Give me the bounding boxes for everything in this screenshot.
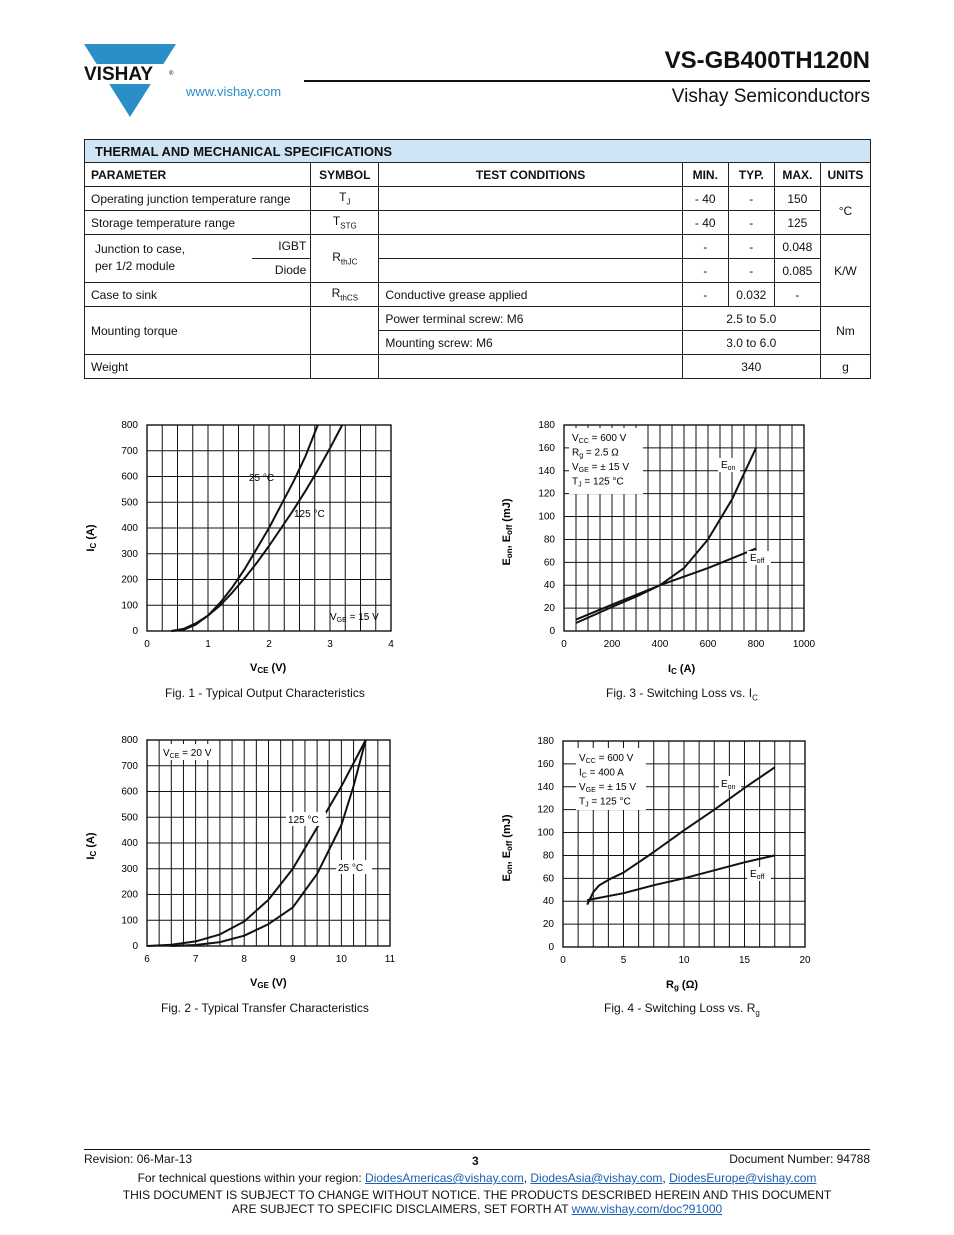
param-cell: Storage temperature range: [85, 211, 311, 235]
units-cell: Nm: [820, 307, 870, 355]
condition-cell: [379, 259, 682, 283]
x-tick-label: 1000: [792, 639, 816, 650]
y-tick-label: 700: [121, 445, 138, 457]
x-tick-label: 0: [144, 639, 150, 650]
email-asia-link[interactable]: DiodesAsia@vishay.com: [530, 1171, 663, 1185]
footer-rule: [84, 1149, 870, 1150]
param-cell: Mounting torque: [85, 307, 311, 355]
table-row: [85, 307, 871, 331]
condition-cell: Conductive grease applied: [379, 283, 682, 307]
company-name: Vishay Semiconductors: [671, 86, 870, 107]
min-cell: - 40: [682, 211, 728, 235]
header-min: MIN.: [682, 163, 728, 187]
y-tick-label: 800: [121, 420, 138, 431]
min-cell: - 40: [682, 187, 728, 211]
x-tick-label: 7: [192, 954, 199, 965]
param-cell-junction: Junction to case, per 1/2 module IGBT Diode: [85, 235, 311, 283]
typ-cell: -: [728, 259, 774, 283]
fig1-chart: [80, 410, 420, 710]
fig1-condition: $V_{GE} = 15$ V: [330, 612, 379, 624]
header-max: MAX.: [774, 163, 820, 187]
y-tick-label: 800: [121, 735, 138, 746]
units-cell: g: [820, 355, 870, 379]
units-cell: K/W: [820, 235, 870, 307]
fig1-x-label: VCE (V): [250, 662, 287, 675]
y-tick-label: 200: [121, 574, 138, 586]
y-tick-label: 0: [132, 941, 138, 952]
typ-cell: 0.032: [728, 283, 774, 307]
min-cell: -: [682, 259, 728, 283]
symbol-cell: [311, 355, 379, 379]
typ-cell: -: [728, 187, 774, 211]
y-tick-label: 0: [132, 626, 138, 637]
fig4-eon-label: $E_{on}$: [721, 779, 736, 791]
condition-cell: Power terminal screw: M6: [379, 307, 682, 331]
fig4-eoff-label: $E_{off}$: [750, 869, 765, 881]
fig3-chart: [494, 410, 834, 710]
website-link[interactable]: www.vishay.com: [186, 84, 282, 99]
disclaimer-line-2: ARE SUBJECT TO SPECIFIC DISCLAIMERS, SET FORTH AT www.vishay.com/doc?91000: [231, 1202, 723, 1216]
x-tick-label: 0: [560, 955, 566, 966]
x-tick-label: 15: [738, 955, 751, 966]
condition-line: $R_g = 2.5$ Ω: [572, 447, 619, 460]
y-tick-label: 120: [537, 804, 554, 816]
y-tick-label: 80: [543, 534, 555, 546]
max-cell: 0.048: [774, 235, 820, 259]
header-rule: [304, 80, 870, 82]
vishay-logo: [84, 44, 176, 125]
fig1-x-ticks: [144, 639, 394, 650]
fig2-condition: $V_{CE} = 20$ V: [163, 748, 212, 760]
x-tick-label: 5: [620, 955, 627, 966]
email-europe-link[interactable]: DiodesEurope@vishay.com: [669, 1171, 817, 1185]
value-cell: 2.5 to 5.0: [682, 307, 820, 331]
x-tick-label: 0: [561, 639, 567, 650]
fig3-eoff-label: $E_{off}$: [750, 553, 765, 565]
param-cell: Case to sink: [85, 283, 311, 307]
max-cell: 150: [774, 187, 820, 211]
fig1-y-ticks: [121, 420, 138, 637]
svg-text:®: ®: [169, 71, 174, 77]
y-tick-label: 180: [538, 420, 555, 431]
x-tick-label: 11: [384, 954, 396, 965]
condition-line: $T_J = 125$ °C: [572, 476, 624, 489]
table-title: THERMAL AND MECHANICAL SPECIFICATIONS: [85, 140, 871, 163]
fig1-y-label: IC (A): [85, 524, 98, 552]
y-tick-label: 300: [121, 863, 138, 875]
y-tick-label: 600: [121, 786, 138, 798]
x-tick-label: 1: [205, 639, 211, 650]
condition-line: $V_{CC} = 600$ V: [572, 433, 627, 445]
email-americas-link[interactable]: DiodesAmericas@vishay.com: [365, 1171, 524, 1185]
table-row: [85, 235, 871, 259]
x-tick-label: 400: [651, 639, 669, 650]
fig4-x-label: Rg (Ω): [666, 979, 699, 992]
y-tick-label: 20: [543, 603, 555, 615]
condition-line: $V_{CC} = 600$ V: [579, 753, 634, 765]
condition-line: $V_{GE}$ = ± 15 V: [572, 462, 630, 474]
y-tick-label: 80: [542, 850, 554, 862]
condition-cell: [379, 355, 682, 379]
condition-line: $V_{GE}$ = ± 15 V: [579, 782, 637, 794]
x-tick-label: 8: [241, 954, 247, 965]
y-tick-label: 200: [121, 889, 138, 901]
fig1-label-125c: 125 °C: [294, 509, 325, 520]
thermal-mechanical-table: [84, 139, 871, 379]
y-tick-label: 60: [542, 873, 554, 885]
value-cell: 3.0 to 6.0: [682, 331, 820, 355]
header-units: UNITS: [820, 163, 870, 187]
x-tick-label: 9: [290, 954, 296, 965]
symbol-cell: $T_{STG}$: [311, 211, 379, 235]
x-tick-label: 200: [603, 639, 621, 650]
max-cell: 0.085: [774, 259, 820, 283]
y-tick-label: 600: [121, 471, 138, 483]
table-header-row: [85, 163, 871, 187]
x-tick-label: 20: [799, 955, 811, 966]
param-cell: Operating junction temperature range: [85, 187, 311, 211]
y-tick-label: 500: [121, 812, 138, 824]
symbol-cell: $R_{thCS}$: [311, 283, 379, 307]
header-parameter: PARAMETER: [85, 163, 311, 187]
min-cell: -: [682, 235, 728, 259]
x-tick-label: 3: [327, 639, 333, 650]
fig2-x-label: VGE (V): [250, 977, 287, 990]
y-tick-label: 300: [121, 548, 138, 560]
fig4-y-label: Eon, Eoff (mJ): [501, 814, 514, 882]
y-tick-label: 100: [537, 827, 554, 839]
condition-line: $T_J = 125$ °C: [579, 796, 631, 809]
fig2-label-125c: 125 °C: [288, 815, 319, 826]
fig2-label-25c: 25 °C: [338, 863, 364, 874]
fig2-chart: [80, 726, 420, 1026]
value-cell: 340: [682, 355, 820, 379]
header-test-conditions: TEST CONDITIONS: [379, 163, 682, 187]
max-cell: -: [774, 283, 820, 307]
y-tick-label: 60: [543, 557, 555, 569]
x-tick-label: 6: [144, 954, 150, 965]
y-tick-label: 400: [121, 523, 138, 534]
y-tick-label: 160: [538, 442, 555, 454]
y-tick-label: 160: [537, 758, 554, 770]
disclaimer-link[interactable]: www.vishay.com/doc?91000: [571, 1202, 723, 1216]
fig4-caption: Fig. 4 - Switching Loss vs. $R_g$: [604, 1001, 760, 1018]
table-row: [85, 283, 871, 307]
fig4-y-ticks: [537, 736, 554, 953]
fig2-y-label: IC (A): [85, 832, 98, 860]
y-tick-label: 100: [121, 600, 138, 612]
fig3-x-label: IC (A): [668, 663, 696, 676]
x-tick-label: 4: [388, 639, 394, 650]
series-line-1: [576, 549, 756, 620]
symbol-cell: $T_J$: [311, 187, 379, 211]
x-tick-label: 10: [678, 955, 690, 966]
fig2-caption: Fig. 2 - Typical Transfer Characteristics: [161, 1001, 369, 1015]
x-tick-label: 2: [266, 639, 272, 650]
fig3-caption: Fig. 3 - Switching Loss vs. $I_C$: [606, 686, 758, 703]
fig2-grid: [147, 740, 390, 946]
fig2-x-ticks: [144, 954, 395, 965]
table-row: [85, 211, 871, 235]
y-tick-label: 140: [537, 781, 554, 793]
y-tick-label: 100: [538, 511, 555, 523]
fig3-y-label: Eon, Eoff (mJ): [501, 498, 514, 566]
min-cell: -: [682, 283, 728, 307]
y-tick-label: 500: [121, 497, 138, 509]
condition-cell: [379, 187, 682, 211]
series-line-1: [587, 855, 775, 900]
y-tick-label: 100: [121, 915, 138, 927]
x-tick-label: 800: [747, 639, 765, 650]
fig1-label-25c: 25 °C: [249, 473, 275, 484]
units-cell: °C: [820, 187, 870, 235]
param-cell: Weight: [85, 355, 311, 379]
fig3-x-ticks: [561, 639, 815, 650]
typ-cell: -: [728, 235, 774, 259]
document-number: Document Number: 94788: [729, 1152, 870, 1166]
y-tick-label: 140: [538, 465, 555, 477]
fig4-chart: [494, 726, 834, 1026]
y-tick-label: 700: [121, 760, 138, 772]
y-tick-label: 0: [548, 942, 554, 953]
table-row: [85, 187, 871, 211]
y-tick-label: 0: [549, 626, 555, 637]
y-tick-label: 20: [542, 919, 554, 931]
y-tick-label: 120: [538, 488, 555, 500]
typ-cell: -: [728, 211, 774, 235]
fig4-x-ticks: [560, 955, 811, 966]
doc-title: VS-GB400TH120N: [664, 47, 870, 74]
condition-line: $I_C = 400$ A: [579, 767, 624, 780]
condition-cell: [379, 235, 682, 259]
fig3-eon-label: $E_{on}$: [721, 460, 736, 472]
revision: Revision: 06-Mar-13: [84, 1152, 193, 1166]
fig1-caption: Fig. 1 - Typical Output Characteristics: [165, 686, 365, 700]
max-cell: 125: [774, 211, 820, 235]
x-tick-label: 600: [699, 639, 717, 650]
symbol-cell: $R_{thJC}$: [311, 235, 379, 283]
y-tick-label: 180: [537, 736, 554, 747]
logo-wordmark: VISHAY: [84, 64, 153, 85]
symbol-cell: [311, 307, 379, 355]
disclaimer-line-1: THIS DOCUMENT IS SUBJECT TO CHANGE WITHOUT NOTICE. THE PRODUCTS DESCRIBED HEREIN AND THIS DOCUMENT: [122, 1188, 832, 1202]
fig2-y-ticks: [121, 735, 138, 952]
header-symbol: SYMBOL: [311, 163, 379, 187]
header-typ: TYP.: [728, 163, 774, 187]
x-tick-label: 10: [335, 954, 347, 965]
table-row: [85, 355, 871, 379]
page-number: 3: [472, 1154, 479, 1168]
condition-cell: [379, 211, 682, 235]
y-tick-label: 40: [542, 896, 554, 908]
y-tick-label: 40: [543, 580, 555, 592]
fig3-y-ticks: [538, 420, 555, 637]
y-tick-label: 400: [121, 838, 138, 849]
contact-line: For technical questions within your region: DiodesAmericas@vishay.com, DiodesAsia@vishay.com, DiodesEurope@vishay.com: [137, 1171, 817, 1185]
condition-cell: Mounting screw: M6: [379, 331, 682, 355]
